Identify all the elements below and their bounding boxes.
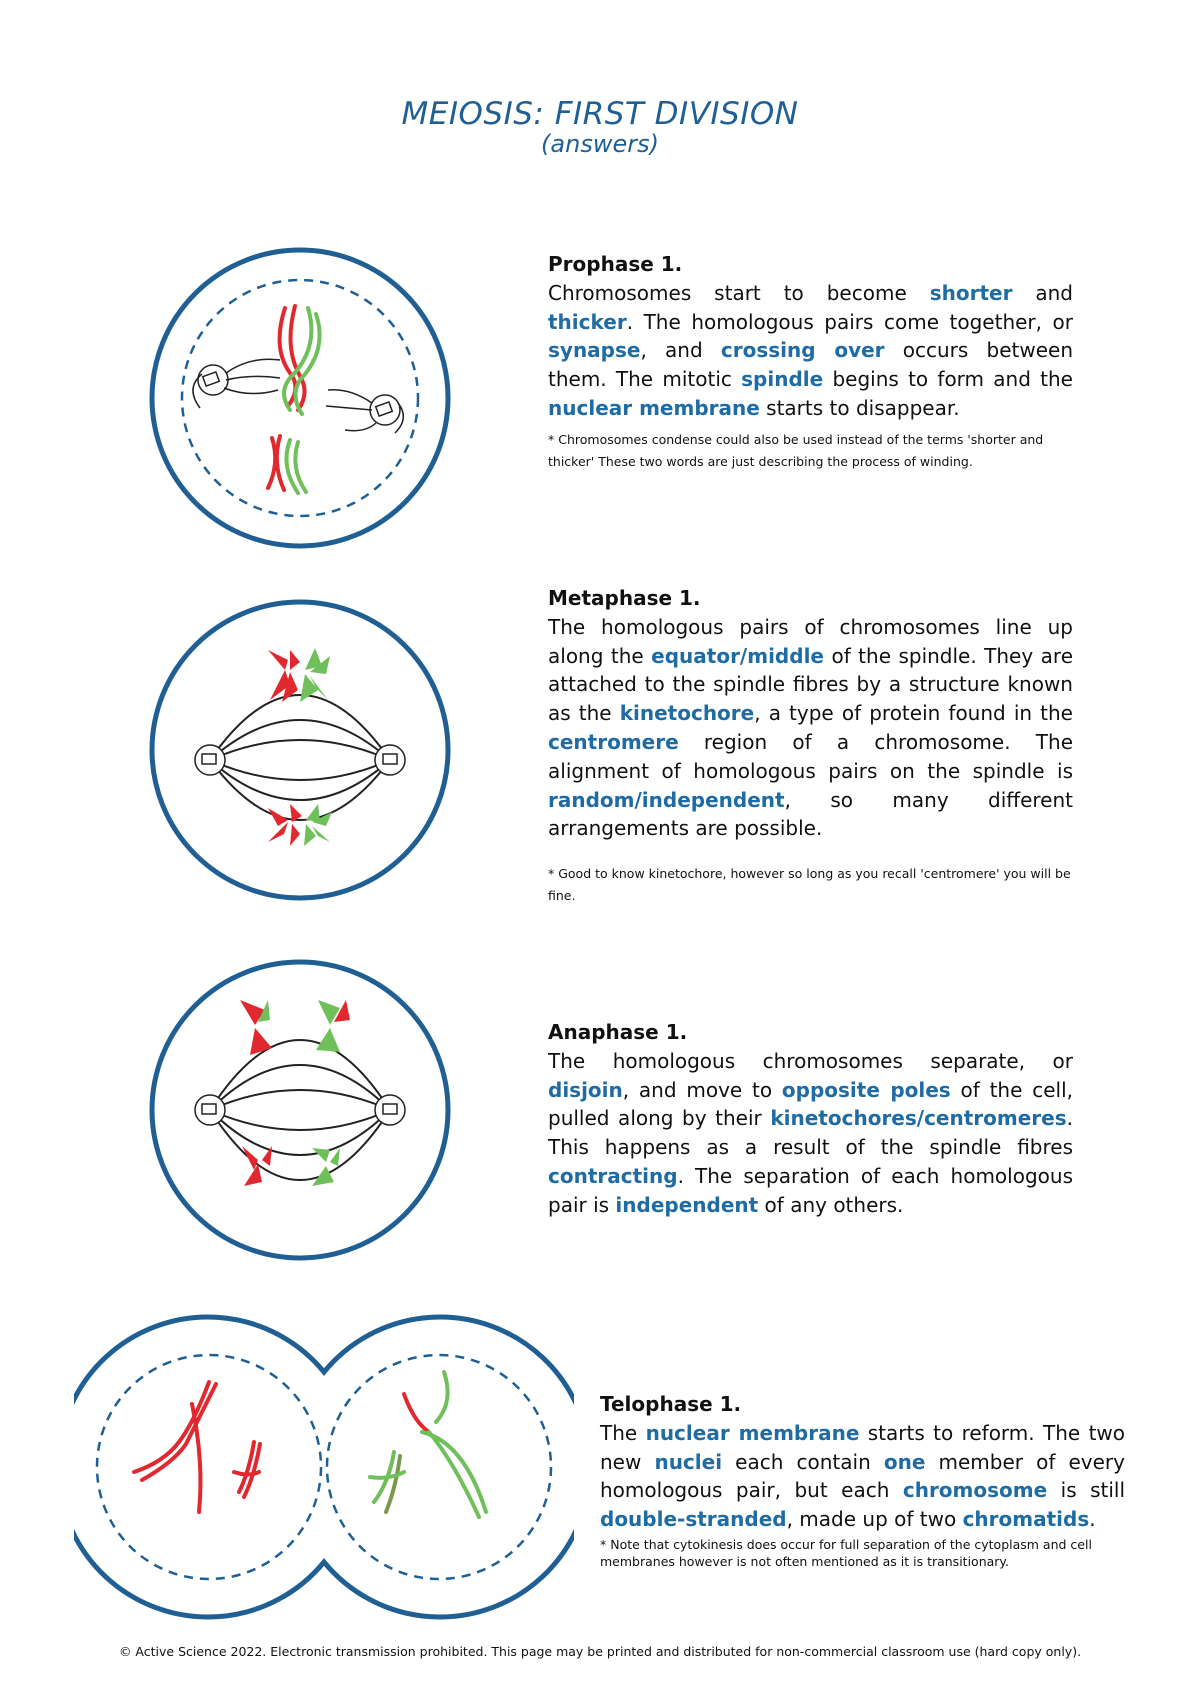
anaphase-diagram bbox=[140, 950, 460, 1270]
keyword: independent bbox=[615, 1192, 759, 1217]
telophase-heading: Telophase 1. bbox=[600, 1392, 742, 1416]
keyword: chromosome bbox=[902, 1478, 1048, 1503]
spindle-fibres bbox=[210, 1040, 390, 1180]
keyword: kinetochore bbox=[619, 701, 755, 726]
keyword: nuclear membrane bbox=[645, 1420, 860, 1445]
centriole-right bbox=[375, 745, 405, 775]
centriole-right bbox=[375, 1095, 405, 1125]
centriole-left bbox=[195, 745, 225, 775]
keyword: thicker bbox=[548, 309, 627, 334]
cell-membrane bbox=[152, 250, 448, 546]
cell-membrane bbox=[152, 602, 448, 898]
metaphase-diagram bbox=[140, 590, 460, 910]
chromosomes-left bbox=[134, 1382, 260, 1512]
chromosome-pair-upper bbox=[280, 306, 320, 414]
text-run: . bbox=[1089, 1507, 1096, 1532]
text-run: , so many different arrangements are possible. bbox=[548, 787, 1073, 841]
keyword: kinetochores/centromeres bbox=[770, 1106, 1067, 1131]
text-run: of the cell, pulled along by their bbox=[548, 1077, 1073, 1131]
anaphase-text bbox=[548, 1018, 1073, 1220]
text-run: each contain bbox=[722, 1449, 884, 1474]
text-run: begins to form and the bbox=[823, 367, 1073, 392]
keyword: chromatids bbox=[962, 1507, 1090, 1532]
keyword: synapse bbox=[548, 338, 641, 363]
keyword: opposite poles bbox=[781, 1077, 951, 1102]
keyword: disjoin bbox=[548, 1077, 623, 1102]
prophase-note: * Chromosomes condense could also be used instead of the terms 'shorter and thicker' These two words are just describing the process of winding. bbox=[548, 431, 1044, 469]
text-run: The homologous pairs of chromosomes line up along the bbox=[548, 614, 1073, 668]
telophase-note: * Note that cytokinesis does occur for full separation of the cytoplasm and cell membranes however is not often mentioned as it is transitionary. bbox=[600, 1536, 1092, 1569]
metaphase-text bbox=[548, 584, 1073, 907]
text-run: The homologous chromosomes separate, or bbox=[548, 1048, 1073, 1073]
keyword: contracting bbox=[548, 1163, 678, 1188]
prophase-text bbox=[548, 250, 1073, 473]
text-run: of any others. bbox=[758, 1192, 904, 1217]
text-run: , and move to bbox=[622, 1077, 782, 1102]
chromosomes-upper bbox=[240, 1000, 350, 1055]
keyword: equator/middle bbox=[651, 643, 824, 668]
metaphase-heading: Metaphase 1. bbox=[548, 586, 701, 610]
keyword: one bbox=[883, 1449, 926, 1474]
keyword: nuclei bbox=[654, 1449, 723, 1474]
text-run: . This happens as a result of the spindle fibres bbox=[548, 1106, 1073, 1160]
centriole-right bbox=[326, 390, 403, 433]
text-run: member of every homologous pair, but each bbox=[600, 1449, 1125, 1503]
text-run: starts to disappear. bbox=[759, 395, 960, 420]
text-run: . The homologous pairs come together, or bbox=[626, 309, 1073, 334]
page-title: MEIOSIS: FIRST DIVISION bbox=[401, 96, 799, 132]
copyright-footer: © Active Science 2022. Electronic transmission prohibited. This page may be printed and distributed for non-commercial classroom use (hard copy only). bbox=[118, 1644, 1082, 1659]
keyword: nuclear membrane bbox=[548, 395, 760, 420]
chromosome-pair-lower bbox=[268, 804, 332, 846]
keyword: centromere bbox=[548, 729, 679, 754]
keyword: shorter bbox=[929, 280, 1013, 305]
text-run: , a type of protein found in the bbox=[754, 701, 1073, 726]
spindle-fibres bbox=[210, 695, 390, 820]
keyword: spindle bbox=[741, 367, 824, 392]
page-subtitle: (answers) bbox=[541, 130, 659, 158]
centriole-left bbox=[193, 359, 280, 408]
text-run: and bbox=[1012, 280, 1074, 305]
chromosome-pair-upper bbox=[268, 648, 330, 702]
keyword: random/independent bbox=[548, 787, 785, 812]
chromosomes-right bbox=[370, 1372, 486, 1517]
text-run: is still bbox=[1047, 1478, 1126, 1503]
keyword: double-stranded bbox=[600, 1507, 787, 1532]
text-run: region of a chromosome. The alignment of homologous pairs on the spindle is bbox=[548, 729, 1073, 783]
prophase-diagram bbox=[140, 238, 460, 558]
text-run: Chromosomes start to become bbox=[548, 280, 930, 305]
prophase-heading: Prophase 1. bbox=[548, 252, 683, 276]
chromosome-pair-lower bbox=[268, 436, 306, 493]
text-run: , and bbox=[640, 338, 721, 363]
text-run: , made up of two bbox=[786, 1507, 963, 1532]
nuclear-membrane-right bbox=[327, 1355, 551, 1579]
metaphase-note: * Good to know kinetochore, however so long as you recall 'centromere' you will be fine. bbox=[548, 866, 1071, 904]
nuclear-membrane-left bbox=[97, 1355, 321, 1579]
text-run: of the spindle. They are attached to the spindle fibres by a structure known as the bbox=[548, 643, 1073, 726]
text-run: starts to reform. The two new bbox=[600, 1420, 1126, 1474]
text-run: . The separation of each homologous pair is bbox=[548, 1163, 1073, 1217]
text-run: occurs between them. The mitotic bbox=[548, 338, 1073, 392]
keyword: crossing over bbox=[720, 338, 885, 363]
telophase-text bbox=[600, 1390, 1125, 1570]
anaphase-heading: Anaphase 1. bbox=[548, 1020, 688, 1044]
centriole-left bbox=[195, 1095, 225, 1125]
telophase-diagram bbox=[74, 1312, 574, 1622]
text-run: The bbox=[600, 1420, 646, 1445]
